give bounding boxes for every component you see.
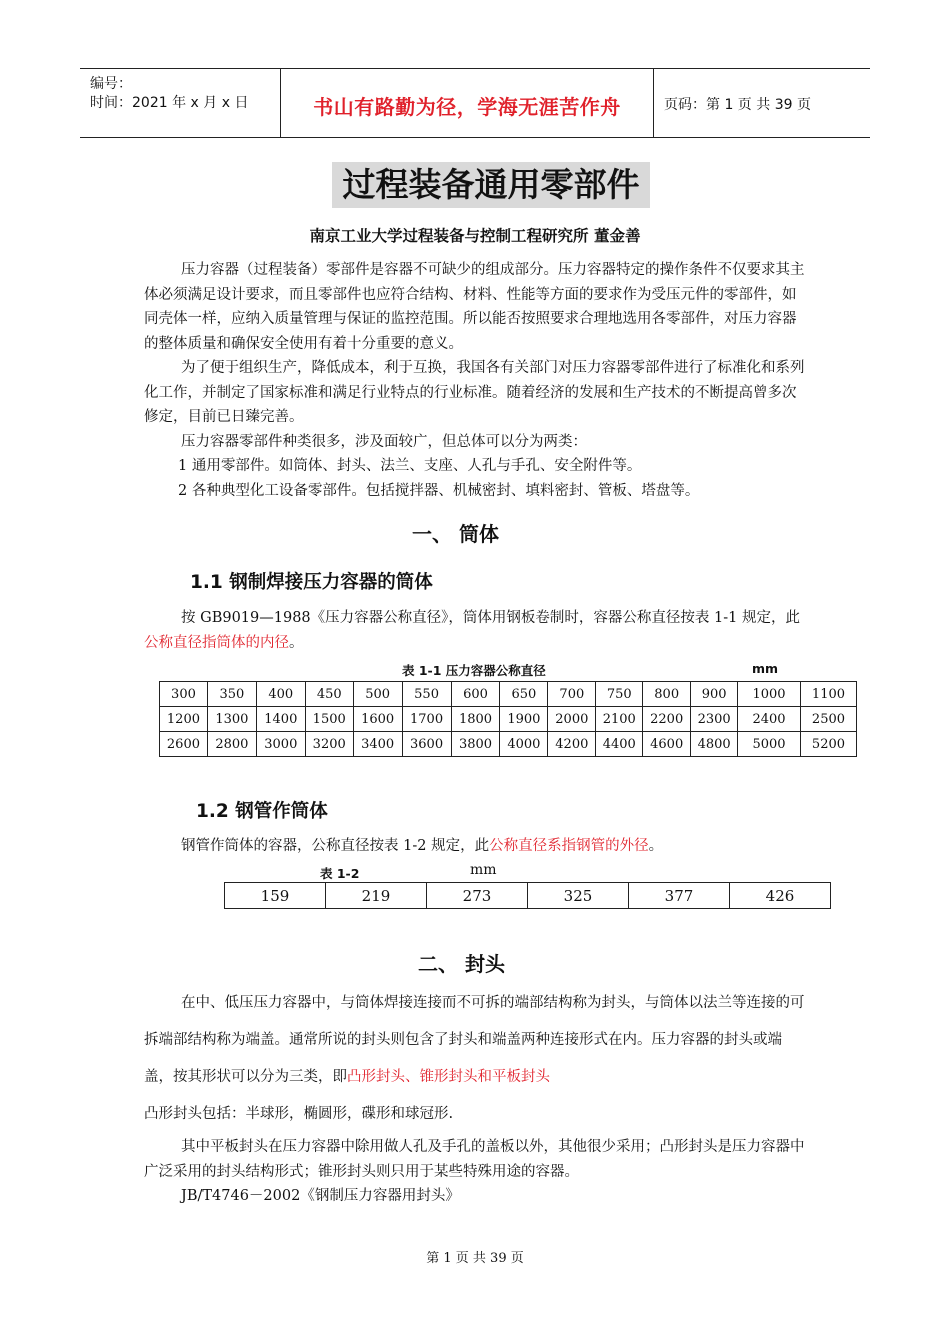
section-1-1-text-highlight: 公称直径指筒体的内径	[144, 634, 289, 651]
table-cell: 159	[225, 883, 326, 909]
section-1-2-heading: 1.2 钢管作筒体	[196, 801, 328, 822]
section-1-2-text-post: 。	[648, 838, 664, 854]
header-motto-cell	[281, 69, 654, 137]
table-row	[160, 707, 857, 732]
section-1-1-text	[144, 606, 806, 655]
table-cell: 400	[256, 682, 305, 707]
table-cell: 300	[160, 682, 208, 707]
section-1-1-text-post: 。	[289, 634, 304, 651]
table-cell: 1400	[256, 707, 305, 732]
table-cell: 426	[730, 883, 831, 909]
section-2-paragraph-2: 凸形封头包括：半球形，椭圆形，碟形和球冠形.	[144, 1106, 454, 1122]
table-cell: 1100	[800, 682, 856, 707]
section-1-2-text-pre: 钢管作筒体的容器，公称直径按表 1-2 规定，此	[181, 838, 490, 854]
table-cell: 4800	[691, 732, 738, 757]
table-cell: 350	[207, 682, 256, 707]
table-cell: 600	[451, 682, 500, 707]
intro-paragraph-2: 为了便于组织生产，降低成本，利于互换，我国各有关部门对压力容器零部件进行了标准化和系列化工作，并制定了国家标准和满足行业特点的行业标准。随着经济的发展和生产技术的不断提高曾多次修定，目前已日臻完善。	[144, 360, 805, 425]
page-info: 页码：第 1 页 共 39 页	[664, 97, 811, 113]
table-row	[160, 732, 857, 757]
table-cell: 377	[629, 883, 730, 909]
table-1-1	[159, 681, 857, 757]
table-cell: 325	[528, 883, 629, 909]
table-cell: 4200	[548, 732, 596, 757]
table-cell: 2100	[596, 707, 643, 732]
section-1-1-heading: 1.1 钢制焊接压力容器的筒体	[190, 572, 433, 593]
table-cell: 650	[500, 682, 548, 707]
number-label: 编号：	[90, 76, 132, 92]
section-1-2-text-highlight: 公称直径系指钢管的外径	[489, 838, 649, 854]
section-2-paragraph-3: 其中平板封头在压力容器中除用做人孔及手孔的盖板以外，其他很少采用；凸形封头是压力容器中广泛采用的封头结构形式；锥形封头则只用于某些特殊用途的容器。	[144, 1139, 805, 1180]
header-page-cell	[654, 69, 870, 137]
table-cell: 450	[305, 682, 353, 707]
section-2-paragraph-1: 在中、低压压力容器中，与筒体焊接连接而不可拆的端部结构称为封头，与筒体以法兰等连接的可拆端部结构称为端盖。通常所说的封头则包含了封头和端盖两种连接形式在内。压力容器的封头或端盖，按其形状可以分为三类，即	[144, 995, 805, 1085]
page-header	[80, 68, 870, 138]
table-1-2-unit: mm	[470, 862, 497, 878]
section-2-heading: 二、 封头	[418, 952, 505, 976]
section-1-heading: 一、 筒体	[412, 522, 499, 546]
intro-section	[144, 258, 806, 503]
table-cell: 2600	[160, 732, 208, 757]
table-cell: 4000	[500, 732, 548, 757]
table-cell: 2500	[800, 707, 856, 732]
table-1-1-unit: mm	[752, 661, 779, 676]
table-cell: 5200	[800, 732, 856, 757]
section-2-paragraph-3-block	[144, 1135, 806, 1209]
table-cell: 3800	[451, 732, 500, 757]
table-cell: 4400	[596, 732, 643, 757]
section-2-standard: JB/T4746－2002《钢制压力容器用封头》	[181, 1188, 460, 1204]
author-line: 南京工业大学过程装备与控制工程研究所 董金善	[309, 227, 641, 245]
intro-item-1: 1 通用零部件。如筒体、封头、法兰、支座、人孔与手孔、安全附件等。	[178, 458, 642, 474]
table-cell: 800	[643, 682, 691, 707]
table-cell: 4600	[643, 732, 691, 757]
table-cell: 500	[353, 682, 402, 707]
table-row	[160, 682, 857, 707]
table-cell: 3200	[305, 732, 353, 757]
section-2-paragraph-1-block	[144, 985, 806, 1096]
intro-paragraph-3: 压力容器零部件种类很多，涉及面较广，但总体可以分为两类：	[181, 433, 587, 450]
table-1-2	[224, 882, 831, 909]
table-cell: 1800	[451, 707, 500, 732]
table-cell: 1700	[402, 707, 451, 732]
table-cell: 3600	[402, 732, 451, 757]
intro-paragraph-1: 压力容器（过程装备）零部件是容器不可缺少的组成部分。压力容器特定的操作条件不仅要求其主体必须满足设计要求，而且零部件也应符合结构、材料、性能等方面的要求作为受压元件的零部件，如同壳体一样，应纳入质量管理与保证的监控范围。所以能否按照要求合理地选用各零部件，对压力容器的整体质量和确保安全使用有着十分重要的意义。	[144, 262, 805, 352]
table-cell: 1000	[738, 682, 801, 707]
table-cell: 1200	[160, 707, 208, 732]
motto: 书山有路勤为径，学海无涯苦作舟	[313, 95, 621, 119]
table-cell: 1500	[305, 707, 353, 732]
table-cell: 550	[402, 682, 451, 707]
section-2-paragraph-2-block	[144, 1096, 806, 1133]
table-row	[225, 883, 831, 909]
table-cell: 1600	[353, 707, 402, 732]
intro-item-2: 2 各种典型化工设备零部件。包括搅拌器、机械密封、填料密封、管板、塔盘等。	[178, 482, 700, 499]
section-1-1-text-pre: 按 GB9019—1988《压力容器公称直径》，筒体用钢板卷制时，容器公称直径按表 1-1 规定，此	[181, 610, 800, 626]
table-cell: 2800	[207, 732, 256, 757]
table-cell: 219	[326, 883, 427, 909]
table-cell: 1900	[500, 707, 548, 732]
table-cell: 5000	[738, 732, 801, 757]
table-cell: 3400	[353, 732, 402, 757]
section-2-highlight: 凸形封头、锥形封头和平板封头	[347, 1069, 550, 1085]
table-cell: 900	[691, 682, 738, 707]
table-cell: 2400	[738, 707, 801, 732]
table-cell: 273	[427, 883, 528, 909]
document-title: 过程装备通用零部件	[332, 162, 650, 208]
table-1-1-caption: 表 1-1 压力容器公称直径	[402, 663, 546, 678]
table-cell: 700	[548, 682, 596, 707]
table-cell: 2200	[643, 707, 691, 732]
header-meta-cell	[80, 69, 281, 137]
page-footer: 第 1 页 共 39 页	[426, 1251, 524, 1266]
section-1-2-text	[144, 834, 806, 859]
table-cell: 3000	[256, 732, 305, 757]
table-cell: 2000	[548, 707, 596, 732]
table-cell: 750	[596, 682, 643, 707]
table-cell: 2300	[691, 707, 738, 732]
table-cell: 1300	[207, 707, 256, 732]
time-label: 时间：2021 年 x 月 x 日	[90, 95, 249, 111]
table-1-2-caption: 表 1-2	[320, 866, 360, 881]
